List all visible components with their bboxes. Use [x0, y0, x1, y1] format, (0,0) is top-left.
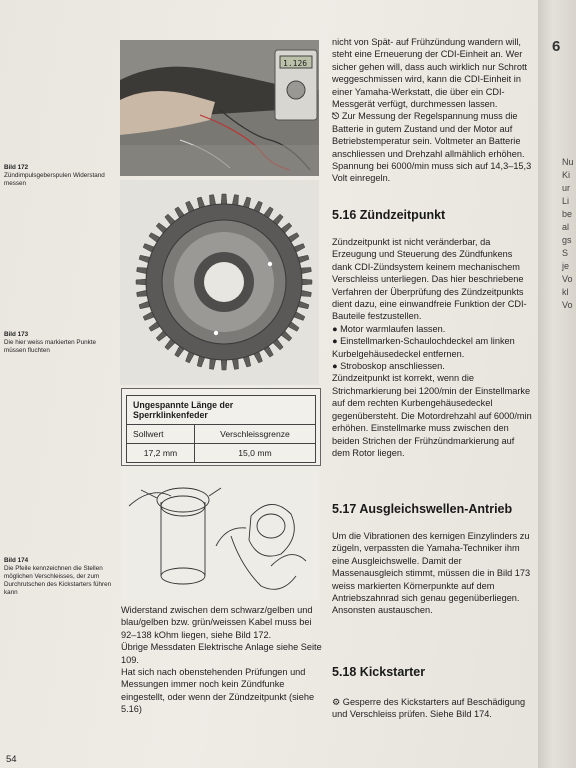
paragraph: Widerstand zwischen dem schwarz/gelben und blau/gelben bzw. grün/weissen Kabel muss bei 92–138 kOhm liegen, siehe Bild 172. — [121, 605, 313, 640]
facing-page-edge — [538, 0, 576, 768]
gear-mark-bottom — [214, 331, 218, 335]
caption-bild-172: Bild 172 Zündimpulsgeberspulen Widerstand messen — [4, 164, 105, 187]
facing-page-fragment: be — [562, 209, 573, 219]
facing-page-fragment: ur — [562, 183, 571, 193]
tip-paragraph: ⎋ Zur Messung der Regelspannung muss die Batterie in gutem Zustand und der Motor auf Betriebstemperatur sein. Voltmeter an Batterie anschliessen und Drehzahl allmählich erhöhen. Spannung bei 6000/min muss sich auf 14,3–15,3 Volt einregeln. — [332, 111, 532, 184]
table-row — [127, 444, 316, 463]
list-item: ● Stroboskop anschliessen. — [332, 360, 532, 372]
list-item: ● Einstellmarken-Schaulochdeckel am linken Kurbelgehäusedeckel entfernen. — [332, 335, 532, 360]
header-verschleissgrenze: Verschleissgrenze — [194, 425, 315, 444]
paragraph: Übrige Messdaten Elektrische Anlage siehe Seite 109. — [121, 642, 322, 665]
list-item: ● Motor warmlaufen lassen. — [332, 323, 532, 335]
facing-page-fragment: S — [562, 248, 569, 258]
tool-icon: ⚙ — [332, 697, 343, 707]
spec-table-box — [121, 388, 321, 466]
chapter-number: 6 — [552, 38, 561, 55]
caption-bild-173: Bild 173 Die hier weiss markierten Punkte müssen fluchten — [4, 331, 97, 354]
paragraph: Um die Vibrationen des kernigen Einzylinders zu zügeln, verpassten die Yamaha-Techniker ihm eine Ausgleichswelle. Damit der Massenausgleich stimmt, müssen die in Bild 173 weiss markierten Körnerpunkte auf dem Antriebszahnrad sich genau gegenüberliegen. Ansonsten austauschen. — [332, 531, 531, 616]
meter-icon: ⎋ — [332, 111, 342, 122]
paragraph: Hat sich nach obenstehenden Prüfungen und Messungen immer noch kein Zündfunke eingestellt, oder wenn der Zündzeitpunkt (siehe 5.16) — [121, 667, 315, 715]
paragraph: Zündzeitpunkt ist nicht veränderbar, da Erzeugung und Steuerung des Zündfunkens dank CDI-Zündsystem keinem mechanischem Verschleiss unterliegen. Das hier beschriebene Verfahren der Überprüfung des Zündzeitpunkts dient dazu, eine einwandfreie Funktion der CDI-Bauteile festzustellen. — [332, 237, 527, 322]
heading-5-18: 5.18 Kickstarter — [332, 665, 426, 679]
cell-sollwert: 17,2 mm — [127, 444, 195, 463]
left-column-text — [121, 604, 327, 716]
table-header-row — [127, 425, 316, 444]
right-column-intro — [332, 36, 532, 185]
facing-page-fragment: gs — [562, 235, 572, 245]
caption-bild-174: Bild 174 Die Pfeile kennzeichnen die Stellen möglichen Verschleisses, der zum Durchrutschen des Kickstarters führen kann — [4, 557, 112, 596]
page-number: 54 — [6, 754, 17, 765]
header-sollwert: Sollwert — [127, 425, 195, 444]
facing-page-fragment: Ki — [562, 170, 571, 180]
table-title-row — [127, 396, 316, 425]
facing-page-fragment: Nu — [562, 157, 574, 167]
heading-5-16: 5.16 Zündzeitpunkt — [332, 208, 446, 222]
table-title: Ungespannte Länge der Sperrklinkenfeder — [127, 396, 316, 425]
facing-page-fragment: Li — [562, 196, 570, 206]
photo-172-image — [120, 40, 319, 176]
facing-page-fragment: al — [562, 222, 570, 232]
cell-verschleissgrenze: 15,0 mm — [194, 444, 315, 463]
photo-balancer-gear — [120, 180, 319, 385]
photo-173-image — [120, 180, 319, 385]
facing-page-fragment: Vo — [562, 274, 573, 284]
facing-page-fragment: je — [562, 261, 570, 271]
section-5-18-text — [332, 696, 532, 721]
spring-length-table — [126, 395, 316, 463]
heading-5-17: 5.17 Ausgleichswellen-Antrieb — [332, 502, 513, 516]
gear-mark-right — [268, 262, 272, 266]
meter-display-reading: 1.126 — [283, 59, 308, 68]
paragraph: ⚙ Gesperre des Kickstarters auf Beschädigung und Verschleiss prüfen. Siehe Bild 174. — [332, 697, 526, 720]
kickstarter-drawing — [121, 466, 319, 600]
photo-resistance-measurement — [120, 40, 319, 176]
section-5-17-text — [332, 530, 532, 617]
facing-page-fragment: Vo — [562, 300, 573, 310]
paragraph: Zündzeitpunkt ist korrekt, wenn die Strichmarkierung bei 1200/min der Einstellmarke auf dem rechten Kurbengehäusedeckel gegenübersteht. Die Motordrehzahl auf 6000/min erhöhen. Einstellmarke muss zwischen den beiden Strichen der Frühzündmarkierung auf dem Rotor liegen. — [332, 373, 532, 458]
paragraph: nicht von Spät- auf Frühzündung wandern will, steht eine Erneuerung der CDI-Einheit an. Wer sicher gehen will, dass auch wirklich nur Schrott weggeschmissen wird, kann die CDI-Einheit in einer Yamaha-Werkstatt, die über ein CDI-Messgerät verfügt, durchmessen lassen. — [332, 37, 528, 110]
facing-page-fragment: kl — [562, 287, 569, 297]
section-5-16-text — [332, 236, 532, 459]
drawing-174-image — [121, 466, 319, 600]
